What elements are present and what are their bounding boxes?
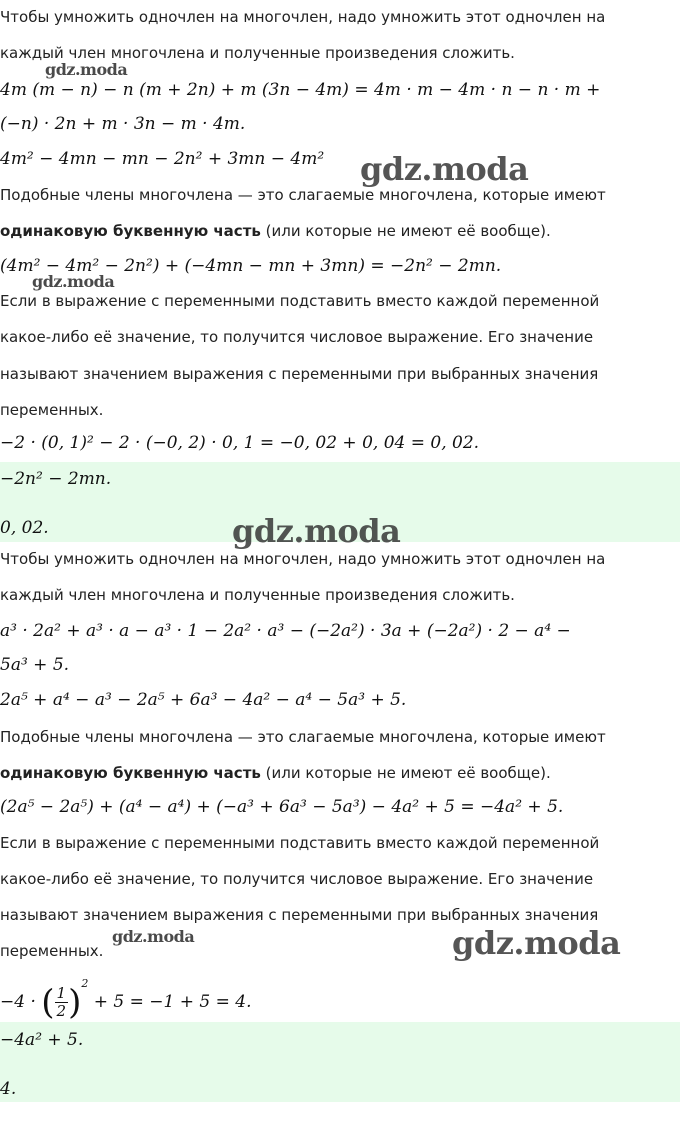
- watermark-small-1: gdz.moda: [45, 60, 128, 79]
- result-line-2: 2a⁵ + a⁴ − a³ − 2a⁵ + 6a³ − 4a² − a⁴ − 5a³ + 5.: [0, 690, 407, 710]
- substitution-text-1c: называют значением выражения с переменными при выбранных значения: [0, 365, 599, 383]
- expansion-line-2a: a³ · 2a² + a³ · a − a³ · 1 − 2a² · a³ − (−2a²) · 3a + (−2a²) · 2 − a⁴ −: [0, 621, 571, 641]
- answer-expression-1: −2n² − 2mn.: [0, 469, 112, 489]
- like-terms-text-2b: [0, 763, 551, 783]
- expansion-line-2b: 5a³ + 5.: [0, 655, 70, 675]
- like-terms-bold-2: одинаковую буквенную часть: [0, 764, 261, 782]
- expansion-line-1a: 4m (m − n) − n (m + 2n) + m (3n − 4m) = 4m · m − 4m · n − n · m +: [0, 80, 601, 100]
- substitution-text-1a: Если в выражение с переменными подставить вместо каждой переменной: [0, 292, 600, 310]
- fraction-denominator: 2: [56, 1002, 67, 1020]
- watermark-big-3: gdz.moda: [452, 924, 621, 962]
- substitution-text-2c: называют значением выражения с переменными при выбранных значения: [0, 906, 599, 924]
- rule-text-1a: Чтобы умножить одночлен на многочлен, надо умножить этот одночлен на: [0, 8, 606, 26]
- calculation-line-1: −2 · (0, 1)² − 2 · (−0, 2) · 0, 1 = −0, 02 + 0, 04 = 0, 02.: [0, 433, 480, 453]
- fraction-numerator: 1: [56, 984, 67, 1002]
- fraction-one-half: [55, 985, 69, 1020]
- watermark-big-2: gdz.moda: [232, 512, 401, 550]
- answer-expression-2: −4a² + 5.: [0, 1030, 84, 1050]
- calc-exponent-2: 2: [81, 977, 89, 990]
- watermark-small-2: gdz.moda: [32, 272, 115, 291]
- rule-text-1b: каждый член многочлена и полученные произведения сложить.: [0, 44, 515, 62]
- grouping-line-1: (4m² − 4m² − 2n²) + (−4mn − mn + 3mn) = −2n² − 2mn.: [0, 256, 502, 276]
- rule-text-2a: Чтобы умножить одночлен на многочлен, надо умножить этот одночлен на: [0, 550, 606, 568]
- like-terms-text-2a: Подобные члены многочлена — это слагаемые многочлена, которые имеют: [0, 728, 606, 746]
- answer-block-2: [0, 1022, 680, 1102]
- like-terms-rest-2: (или которые не имеют её вообще).: [260, 764, 551, 782]
- substitution-text-1b: какое-либо её значение, то получится числовое выражение. Его значение: [0, 328, 594, 346]
- right-paren: ): [68, 982, 82, 1023]
- answer-value-2: 4.: [0, 1079, 17, 1099]
- grouping-line-2: (2a⁵ − 2a⁵) + (a⁴ − a⁴) + (−a³ + 6a³ − 5a³) − 4a² + 5 = −4a² + 5.: [0, 797, 564, 817]
- like-terms-bold-1: одинаковую буквенную часть: [0, 222, 261, 240]
- left-paren: (: [41, 982, 55, 1023]
- substitution-text-2d: переменных.: [0, 942, 104, 960]
- rule-text-2b: каждый член многочлена и полученные произведения сложить.: [0, 586, 515, 604]
- watermark-big-1: gdz.moda: [360, 150, 529, 188]
- substitution-text-1d: переменных.: [0, 401, 104, 419]
- calc-suffix-2: + 5 = −1 + 5 = 4.: [93, 992, 252, 1012]
- like-terms-rest-1: (или которые не имеют её вообще).: [260, 222, 551, 240]
- answer-value-1: 0, 02.: [0, 518, 49, 538]
- calculation-line-2: [0, 977, 252, 1023]
- substitution-text-2b: какое-либо её значение, то получится числовое выражение. Его значение: [0, 870, 594, 888]
- expansion-line-1b: (−n) · 2n + m · 3n − m · 4m.: [0, 114, 246, 134]
- like-terms-text-1a: Подобные члены многочлена — это слагаемые многочлена, которые имеют: [0, 186, 606, 204]
- calc-prefix-2: −4 ·: [0, 992, 36, 1012]
- like-terms-text-1b: [0, 221, 551, 241]
- watermark-small-3: gdz.moda: [112, 927, 195, 946]
- substitution-text-2a: Если в выражение с переменными подставить вместо каждой переменной: [0, 834, 600, 852]
- result-line-1: 4m² − 4mn − mn − 2n² + 3mn − 4m²: [0, 149, 325, 169]
